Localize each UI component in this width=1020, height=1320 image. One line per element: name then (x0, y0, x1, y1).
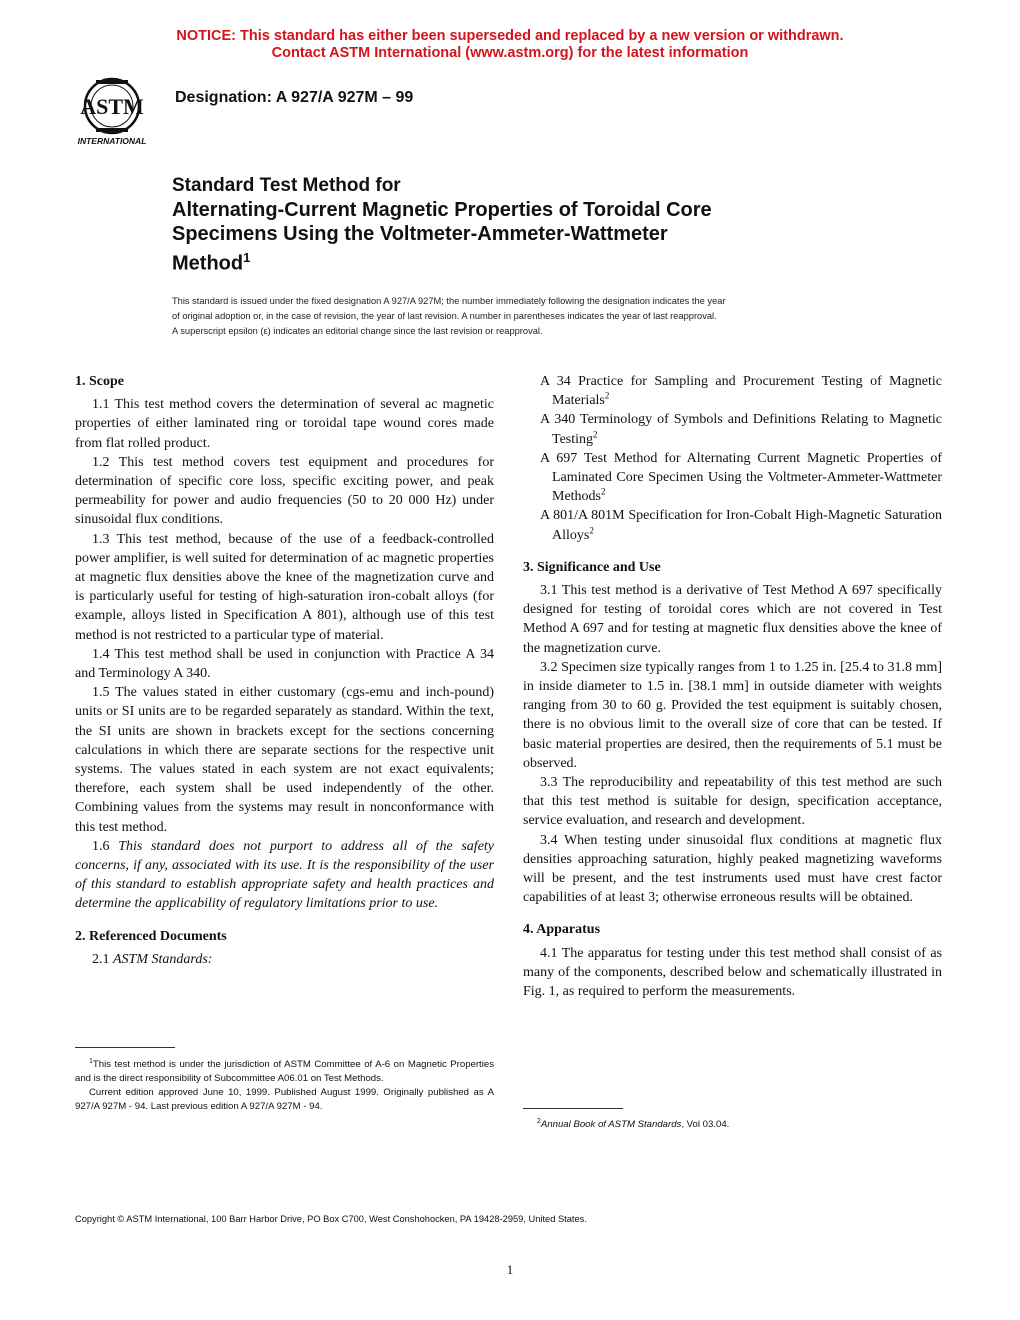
reference-footnote-mark: 2 (604, 390, 610, 401)
footnote-2-book: Annual Book of ASTM Standards (540, 1119, 682, 1130)
para-1-6 (75, 837, 494, 914)
designation: Designation: A 927/A 927M – 99 (175, 89, 414, 106)
para-3-1: 3.1 This test method is a derivative of Test Method A 697 specifically designed for testing of toroidal cores which are not covered in Test Method A 697 and for testing at magnetic flux densities above the knee of the magnetization curve. (523, 583, 942, 656)
footnote-2-volume: , Vol 03.04. (681, 1119, 730, 1130)
section-4-heading: 4. Apparatus (523, 922, 601, 938)
right-column (523, 372, 942, 1001)
section-3-heading: 3. Significance and Use (523, 559, 661, 575)
para-1-6-number: 1.6 (92, 838, 119, 854)
para-2-1 (75, 950, 494, 969)
page-number: 1 (506, 1262, 514, 1277)
reference-text: A 697 Test Method for Alternating Current Magnetic Properties of Laminated Core Specimen Using the Voltmeter-Ammeter-Wattmeter Methods (540, 450, 942, 505)
astm-logo (66, 76, 162, 148)
issuance-line-2: of original adoption or, in the case of revision, the year of last revision. A number in parentheses indicates the year of last reapproval. (172, 311, 717, 321)
footnote-2-text (523, 1118, 942, 1132)
svg-text:INTERNATIONAL: INTERNATIONAL (77, 136, 147, 146)
notice-line-1: NOTICE: This standard has either been superseded and replaced by a new version or withdrawn. (176, 28, 844, 44)
issuance-line-1: This standard is issued under the fixed designation A 927/A 927M; the number immediately following the designation indicates the year (172, 296, 726, 306)
footnote-1-edition: Current edition approved June 10, 1999. Published August 1999. Originally published as A 927/A 927M - 94. Last previous edition A 927/A 927M - 94. (75, 1087, 494, 1112)
reference-item (523, 372, 942, 410)
para-3-3: 3.3 The reproducibility and repeatability of this test method are such that this test method is suitable for design, specification acceptance, service evaluation, and research and development. (523, 775, 942, 829)
left-column (75, 372, 494, 969)
title-line-2: Alternating-Current Magnetic Properties of Toroidal Core (172, 199, 712, 221)
notice-line-2: Contact ASTM International (www.astm.org) for the latest information (271, 45, 749, 61)
footnote-2 (523, 1118, 942, 1132)
footnote-1-text (75, 1058, 494, 1086)
document-title (172, 174, 932, 276)
para-4-1: 4.1 The apparatus for testing under this test method shall consist of as many of the components, described below and schematically illustrated in Fig. 1, as required to perform the measurements. (523, 945, 942, 1000)
issuance-statement (172, 294, 862, 339)
para-1-6-caveat: This standard does not purport to address all of the safety concerns, if any, associated with its use. It is the responsibility of the user of this standard to establish appropriate safety and health practices and determine the applicability of regulatory limitations prior to use. (75, 838, 495, 912)
section-1-heading: 1. Scope (75, 374, 124, 389)
footnote-1-mark: 1 (89, 1057, 93, 1065)
reference-item (523, 410, 942, 448)
para-1-3: 1.3 This test method, because of the use of a feedback-controlled power amplifier, is well suited for determination of ac magnetic properties at magnetic flux densities above the knee of the magnetization curve and is particularly useful for testing of high-saturation iron-cobalt alloys (for example, alloys listed in Specification A 801), although use of this test method is not restricted to a particular type of material. (75, 531, 494, 643)
footnote-1 (75, 1058, 494, 1114)
section-2-heading: 2. Referenced Documents (75, 928, 227, 944)
title-footnote-mark: 1 (243, 250, 251, 265)
reference-item (523, 449, 942, 507)
title-line-3: Specimens Using the Voltmeter-Ammeter-Wattmeter (172, 223, 668, 245)
reference-footnote-mark: 2 (601, 486, 606, 497)
supersession-notice (0, 28, 1020, 62)
para-1-5: 1.5 The values stated in either customary (cgs-emu and inch-pound) units or SI units are to be regarded separately as standard. Within the text, the SI units are shown in brackets except for the sections concerning calculations in which there are separate sections for the respective unit systems. The values stated in each system are not exact equivalents; therefore, each system shall be used independently of the other. Combining values from the systems may result in nonconformance with this test method. (75, 685, 494, 835)
copyright-line: Copyright © ASTM International, 100 Barr Harbor Drive, PO Box C700, West Conshohocken, PA 19428-2959, United States. (75, 1214, 587, 1224)
para-3-4: 3.4 When testing under sinusoidal flux conditions at magnetic flux densities approaching saturation, highly peaked magnetizing waveforms will be present, and the test instruments used must have crest factor capabilities of at least 3; otherwise erroneous results will be obtained. (523, 832, 942, 906)
svg-text:ASTM: ASTM (80, 94, 144, 119)
reference-text: A 340 Terminology of Symbols and Definitions Relating to Magnetic Testing (540, 412, 942, 447)
issuance-line-3: A superscript epsilon (ε) indicates an editorial change since the last revision or reapproval. (172, 326, 543, 336)
title-line-1: Standard Test Method for (172, 175, 401, 196)
para-1-1: 1.1 This test method covers the determination of several ac magnetic properties of either laminated ring or toroidal tape wound cores made from flat rolled product. (75, 397, 494, 451)
para-1-4: 1.4 This test method shall be used in conjunction with Practice A 34 and Terminology A 340. (75, 646, 494, 682)
reference-text: A 34 Practice for Sampling and Procurement Testing of Magnetic Materials (540, 374, 942, 409)
footnote-1-body: This test method is under the jurisdiction of ASTM Committee of A-6 on Magnetic Properties and is the direct responsibility of Subcommittee A06.01 on Test Methods. (75, 1059, 494, 1084)
title-line-4 (172, 246, 932, 276)
footnote-2-mark: 2 (537, 1117, 541, 1125)
para-2-1-number: 2.1 (92, 951, 113, 967)
reference-text: A 801/A 801M Specification for Iron-Cobalt High-Magnetic Saturation Alloys (540, 508, 942, 543)
title-method-word: Method (172, 252, 244, 275)
footnote-rule-left (75, 1047, 175, 1048)
reference-footnote-mark: 2 (593, 428, 598, 439)
reference-footnote-mark: 2 (589, 524, 594, 535)
footnote-rule-right (523, 1108, 623, 1109)
para-2-1-label: ASTM Standards: (113, 951, 213, 967)
para-1-2: 1.2 This test method covers test equipment and procedures for determination of specific core loss, specific exciting power, and peak permeability for power and audio frequencies (50 to 20 000 Hz) under sinusoidal flux conditions. (75, 454, 494, 528)
para-3-2: 3.2 Specimen size typically ranges from 1 to 1.25 in. [25.4 to 31.8 mm] in inside diameter to 1.5 in. [38.1 mm] in outside diameter with weights ranging from 30 to 60 g. Provided the test equipment is suitably chosen, there is no obvious limit to the overall size of core that can be tested. If basic material properties are desired, then the requirements of 5.1 must be observed. (523, 659, 942, 771)
reference-item (523, 506, 942, 544)
